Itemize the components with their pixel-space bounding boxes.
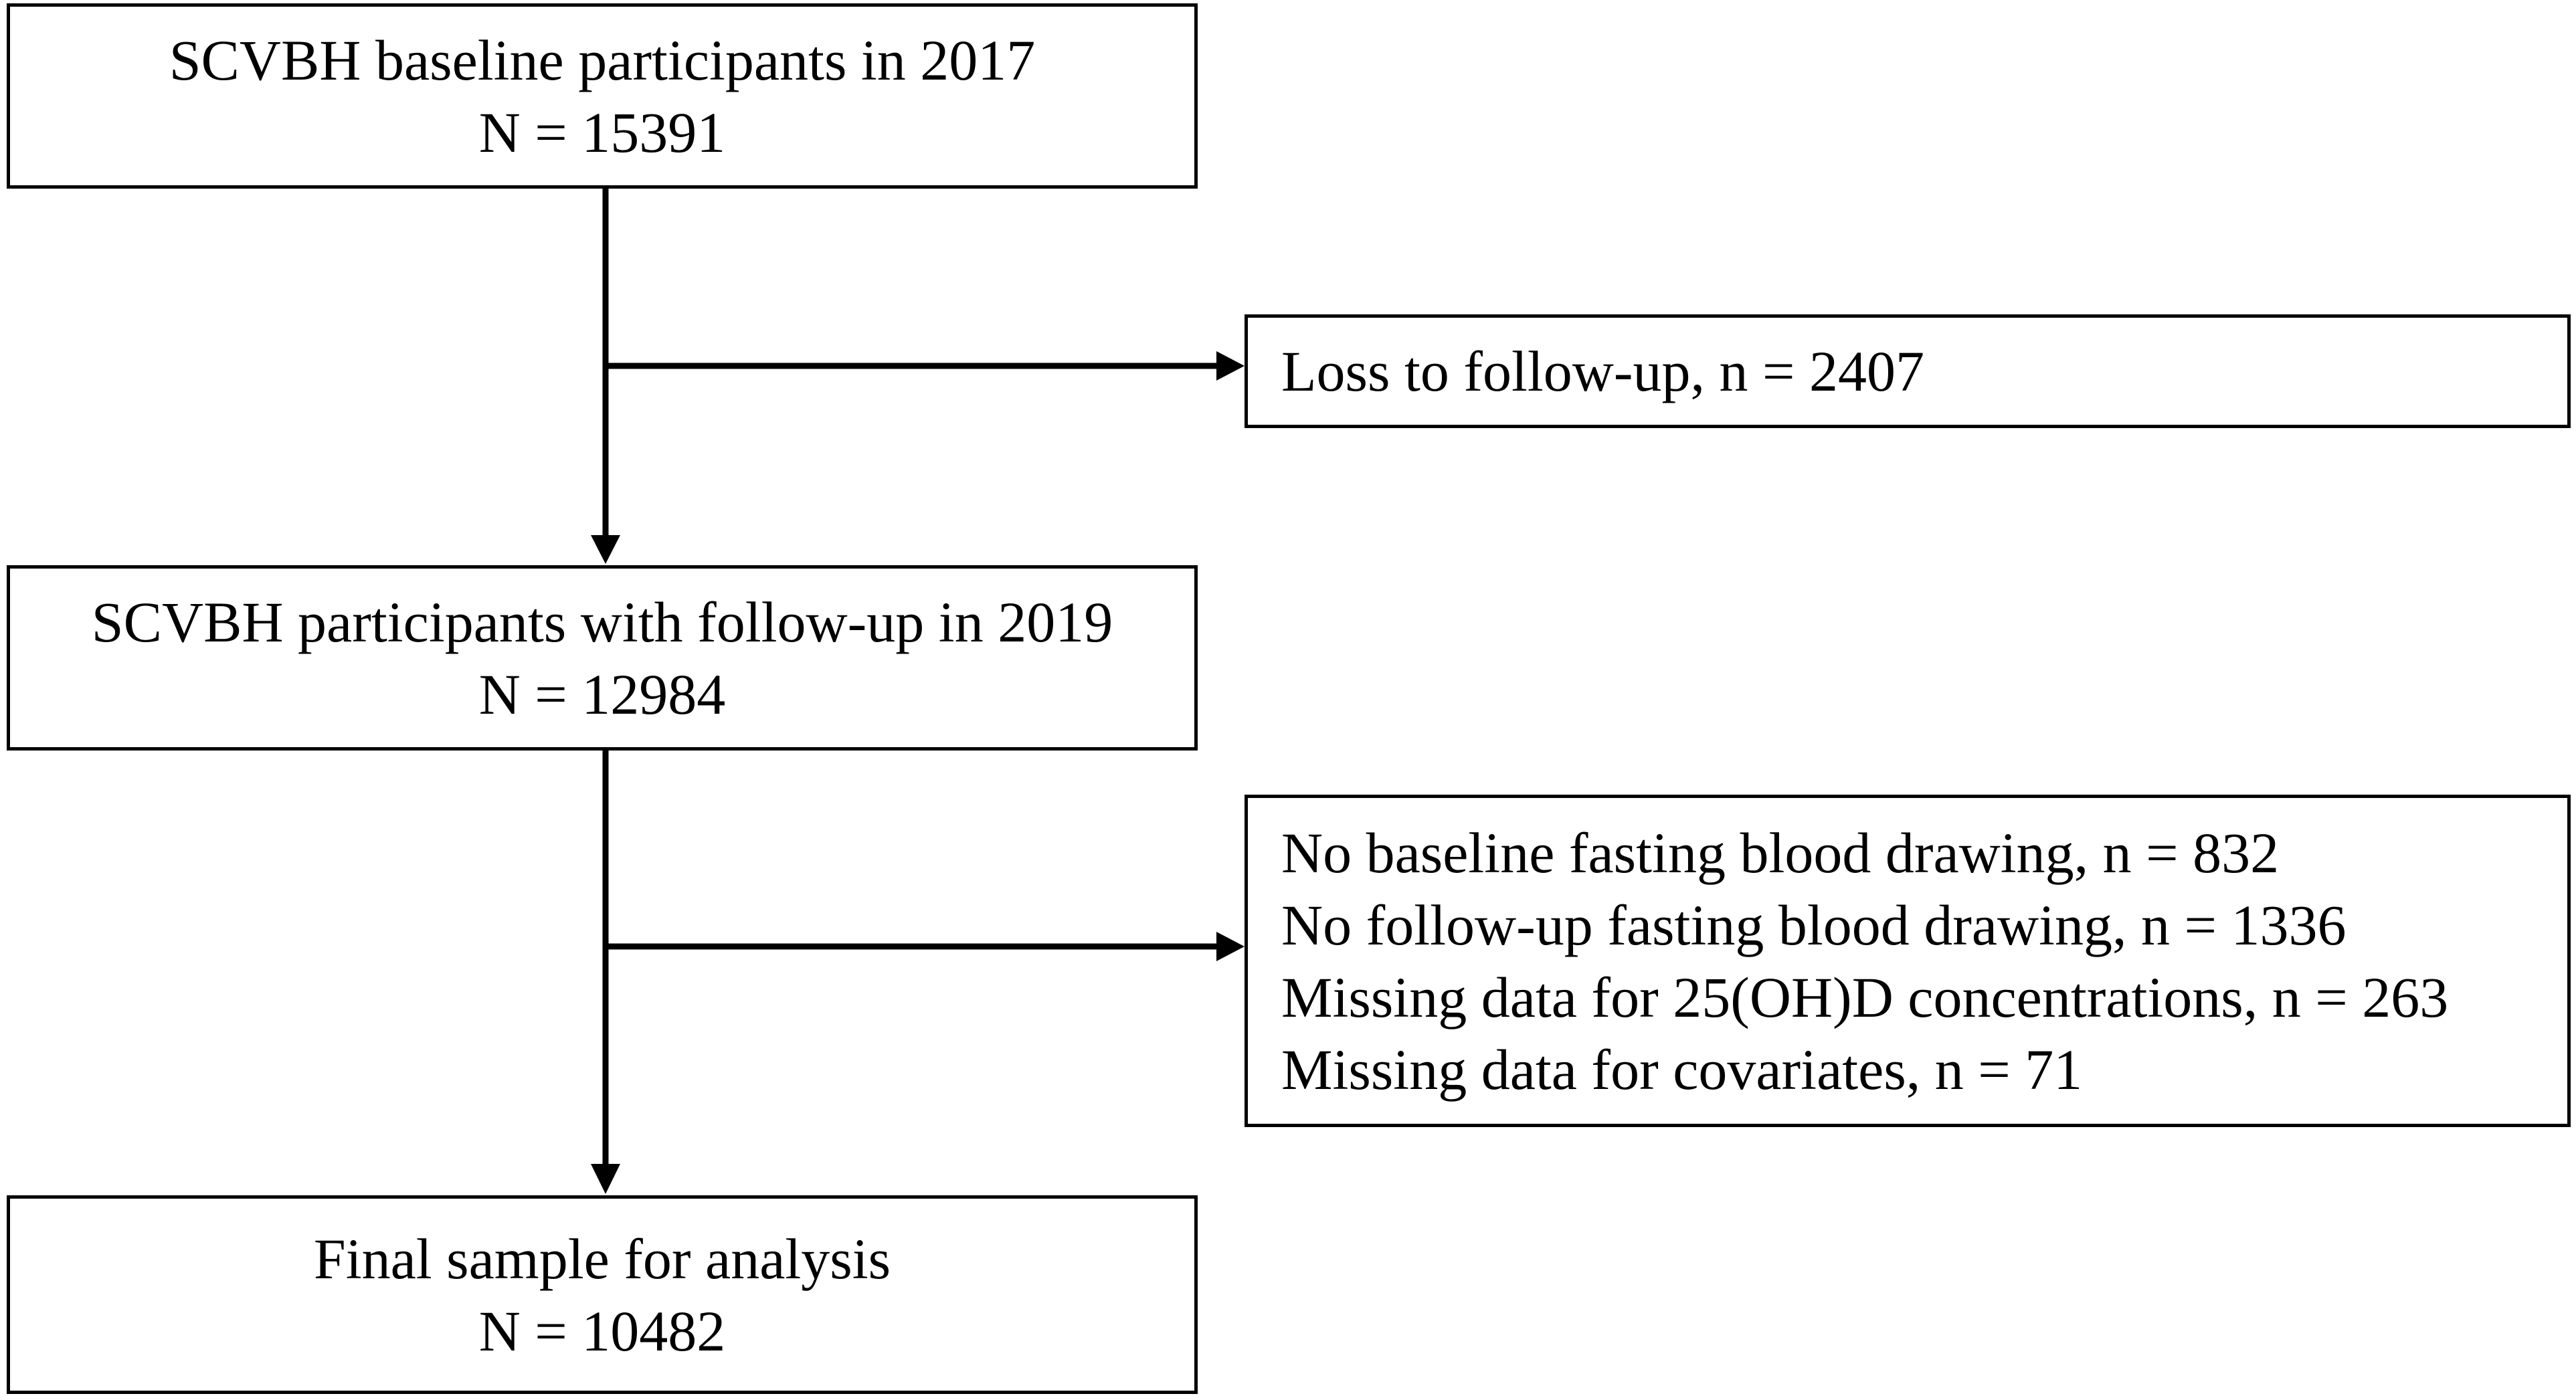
stage-box-baseline	[7, 3, 1198, 189]
arrowhead-right-1	[1216, 351, 1245, 381]
arrowhead-down-1	[591, 535, 620, 564]
exclusion-line: No baseline fasting blood drawing, n = 832	[1281, 820, 2280, 885]
arrowhead-right-2	[1216, 932, 1245, 961]
stage-box-follow-up	[7, 565, 1198, 751]
stage-title: SCVBH baseline participants in 2017	[169, 27, 1036, 92]
stage-title: SCVBH participants with follow-up in 2019	[91, 589, 1113, 654]
exclusion-box-loss-to-follow-up	[1245, 314, 2571, 428]
stage-box-final-sample	[7, 1195, 1198, 1394]
stage-count: N = 12984	[478, 662, 726, 726]
exclusion-line: Missing data for covariates, n = 71	[1281, 1037, 2083, 1102]
stage-count: N = 15391	[478, 100, 726, 165]
stage-title: Final sample for analysis	[313, 1226, 891, 1291]
exclusion-line: Missing data for 25(OH)D concentrations, n = 263	[1281, 965, 2449, 1029]
stage-count: N = 10482	[478, 1298, 726, 1363]
arrowhead-down-2	[591, 1164, 620, 1194]
exclusion-line: Loss to follow-up, n = 2407	[1281, 339, 1925, 403]
exclusion-box-missing-data	[1245, 795, 2571, 1127]
exclusion-line: No follow-up fasting blood drawing, n = 1336	[1281, 892, 2347, 957]
